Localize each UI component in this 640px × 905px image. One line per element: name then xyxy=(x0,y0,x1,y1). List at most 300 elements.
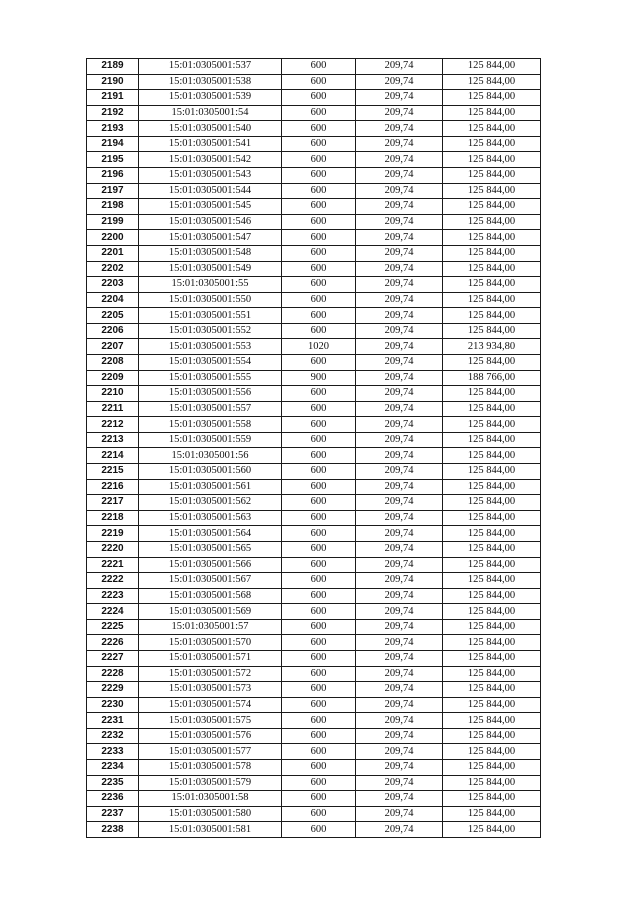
table-row xyxy=(87,245,541,261)
value-cell: 125 844,00 xyxy=(443,495,541,511)
row-number-cell: 2234 xyxy=(87,760,139,776)
row-number-cell: 2235 xyxy=(87,775,139,791)
table-row xyxy=(87,183,541,199)
row-number-cell: 2211 xyxy=(87,401,139,417)
table-row xyxy=(87,277,541,293)
row-number-cell: 2236 xyxy=(87,791,139,807)
area-cell: 600 xyxy=(282,713,356,729)
cadastral-number-cell: 15:01:0305001:564 xyxy=(139,526,282,542)
row-number-cell: 2210 xyxy=(87,386,139,402)
table-row xyxy=(87,510,541,526)
cadastral-number-cell: 15:01:0305001:57 xyxy=(139,619,282,635)
value-cell: 125 844,00 xyxy=(443,728,541,744)
cadastral-number-cell: 15:01:0305001:560 xyxy=(139,464,282,480)
row-number-cell: 2217 xyxy=(87,495,139,511)
cadastral-number-cell: 15:01:0305001:537 xyxy=(139,59,282,75)
table-row xyxy=(87,199,541,215)
value-cell: 125 844,00 xyxy=(443,697,541,713)
value-cell: 125 844,00 xyxy=(443,277,541,293)
area-cell: 600 xyxy=(282,105,356,121)
rate-cell: 209,74 xyxy=(356,401,443,417)
area-cell: 900 xyxy=(282,370,356,386)
value-cell: 125 844,00 xyxy=(443,152,541,168)
value-cell: 125 844,00 xyxy=(443,432,541,448)
table-row xyxy=(87,588,541,604)
rate-cell: 209,74 xyxy=(356,448,443,464)
area-cell: 600 xyxy=(282,650,356,666)
cadastral-number-cell: 15:01:0305001:548 xyxy=(139,245,282,261)
value-cell: 125 844,00 xyxy=(443,245,541,261)
table-row xyxy=(87,495,541,511)
rate-cell: 209,74 xyxy=(356,557,443,573)
area-cell: 600 xyxy=(282,74,356,90)
table-row xyxy=(87,230,541,246)
rate-cell: 209,74 xyxy=(356,136,443,152)
rate-cell: 209,74 xyxy=(356,495,443,511)
cadastral-number-cell: 15:01:0305001:568 xyxy=(139,588,282,604)
rate-cell: 209,74 xyxy=(356,417,443,433)
area-cell: 600 xyxy=(282,168,356,184)
value-cell: 125 844,00 xyxy=(443,386,541,402)
row-number-cell: 2213 xyxy=(87,432,139,448)
table-row xyxy=(87,744,541,760)
rate-cell: 209,74 xyxy=(356,635,443,651)
rate-cell: 209,74 xyxy=(356,760,443,776)
value-cell: 125 844,00 xyxy=(443,292,541,308)
rate-cell: 209,74 xyxy=(356,277,443,293)
row-number-cell: 2238 xyxy=(87,822,139,838)
table-row xyxy=(87,74,541,90)
table-row xyxy=(87,604,541,620)
area-cell: 600 xyxy=(282,417,356,433)
value-cell: 125 844,00 xyxy=(443,619,541,635)
cadastral-number-cell: 15:01:0305001:541 xyxy=(139,136,282,152)
value-cell: 125 844,00 xyxy=(443,230,541,246)
cadastral-number-cell: 15:01:0305001:572 xyxy=(139,666,282,682)
table-row xyxy=(87,682,541,698)
cadastral-number-cell: 15:01:0305001:561 xyxy=(139,479,282,495)
area-cell: 600 xyxy=(282,682,356,698)
table-row xyxy=(87,728,541,744)
area-cell: 600 xyxy=(282,199,356,215)
table-row xyxy=(87,323,541,339)
land-plots-table xyxy=(86,58,541,838)
row-number-cell: 2198 xyxy=(87,199,139,215)
row-number-cell: 2233 xyxy=(87,744,139,760)
rate-cell: 209,74 xyxy=(356,526,443,542)
cadastral-number-cell: 15:01:0305001:552 xyxy=(139,323,282,339)
area-cell: 600 xyxy=(282,697,356,713)
rate-cell: 209,74 xyxy=(356,152,443,168)
cadastral-number-cell: 15:01:0305001:578 xyxy=(139,760,282,776)
rate-cell: 209,74 xyxy=(356,245,443,261)
rate-cell: 209,74 xyxy=(356,573,443,589)
cadastral-number-cell: 15:01:0305001:554 xyxy=(139,354,282,370)
value-cell: 125 844,00 xyxy=(443,822,541,838)
rate-cell: 209,74 xyxy=(356,168,443,184)
value-cell: 125 844,00 xyxy=(443,713,541,729)
table-row xyxy=(87,370,541,386)
table-row xyxy=(87,464,541,480)
area-cell: 600 xyxy=(282,183,356,199)
row-number-cell: 2203 xyxy=(87,277,139,293)
value-cell: 125 844,00 xyxy=(443,760,541,776)
row-number-cell: 2232 xyxy=(87,728,139,744)
value-cell: 125 844,00 xyxy=(443,90,541,106)
table-row xyxy=(87,105,541,121)
rate-cell: 209,74 xyxy=(356,105,443,121)
table-row xyxy=(87,526,541,542)
row-number-cell: 2219 xyxy=(87,526,139,542)
table-row xyxy=(87,791,541,807)
row-number-cell: 2226 xyxy=(87,635,139,651)
cadastral-number-cell: 15:01:0305001:576 xyxy=(139,728,282,744)
value-cell: 125 844,00 xyxy=(443,541,541,557)
rate-cell: 209,74 xyxy=(356,90,443,106)
area-cell: 1020 xyxy=(282,339,356,355)
table-row xyxy=(87,806,541,822)
row-number-cell: 2225 xyxy=(87,619,139,635)
table-row xyxy=(87,775,541,791)
area-cell: 600 xyxy=(282,760,356,776)
area-cell: 600 xyxy=(282,744,356,760)
cadastral-number-cell: 15:01:0305001:551 xyxy=(139,308,282,324)
table-row xyxy=(87,214,541,230)
table-row xyxy=(87,697,541,713)
area-cell: 600 xyxy=(282,292,356,308)
area-cell: 600 xyxy=(282,479,356,495)
row-number-cell: 2200 xyxy=(87,230,139,246)
row-number-cell: 2191 xyxy=(87,90,139,106)
area-cell: 600 xyxy=(282,214,356,230)
rate-cell: 209,74 xyxy=(356,666,443,682)
area-cell: 600 xyxy=(282,806,356,822)
value-cell: 125 844,00 xyxy=(443,183,541,199)
table-row xyxy=(87,479,541,495)
area-cell: 600 xyxy=(282,573,356,589)
cadastral-number-cell: 15:01:0305001:542 xyxy=(139,152,282,168)
area-cell: 600 xyxy=(282,386,356,402)
cadastral-number-cell: 15:01:0305001:549 xyxy=(139,261,282,277)
rate-cell: 209,74 xyxy=(356,370,443,386)
value-cell: 125 844,00 xyxy=(443,479,541,495)
area-cell: 600 xyxy=(282,432,356,448)
value-cell: 125 844,00 xyxy=(443,635,541,651)
rate-cell: 209,74 xyxy=(356,292,443,308)
value-cell: 125 844,00 xyxy=(443,261,541,277)
value-cell: 125 844,00 xyxy=(443,308,541,324)
value-cell: 125 844,00 xyxy=(443,806,541,822)
row-number-cell: 2202 xyxy=(87,261,139,277)
rate-cell: 209,74 xyxy=(356,682,443,698)
rate-cell: 209,74 xyxy=(356,650,443,666)
area-cell: 600 xyxy=(282,464,356,480)
cadastral-number-cell: 15:01:0305001:56 xyxy=(139,448,282,464)
cadastral-number-cell: 15:01:0305001:555 xyxy=(139,370,282,386)
cadastral-number-cell: 15:01:0305001:544 xyxy=(139,183,282,199)
cadastral-number-cell: 15:01:0305001:580 xyxy=(139,806,282,822)
rate-cell: 209,74 xyxy=(356,261,443,277)
area-cell: 600 xyxy=(282,728,356,744)
table-row xyxy=(87,152,541,168)
row-number-cell: 2192 xyxy=(87,105,139,121)
rate-cell: 209,74 xyxy=(356,588,443,604)
value-cell: 125 844,00 xyxy=(443,526,541,542)
cadastral-number-cell: 15:01:0305001:54 xyxy=(139,105,282,121)
table-row xyxy=(87,386,541,402)
row-number-cell: 2209 xyxy=(87,370,139,386)
row-number-cell: 2212 xyxy=(87,417,139,433)
cadastral-number-cell: 15:01:0305001:546 xyxy=(139,214,282,230)
cadastral-number-cell: 15:01:0305001:575 xyxy=(139,713,282,729)
row-number-cell: 2224 xyxy=(87,604,139,620)
table-row xyxy=(87,557,541,573)
value-cell: 125 844,00 xyxy=(443,557,541,573)
cadastral-number-cell: 15:01:0305001:565 xyxy=(139,541,282,557)
value-cell: 125 844,00 xyxy=(443,105,541,121)
row-number-cell: 2221 xyxy=(87,557,139,573)
area-cell: 600 xyxy=(282,323,356,339)
area-cell: 600 xyxy=(282,588,356,604)
area-cell: 600 xyxy=(282,277,356,293)
value-cell: 125 844,00 xyxy=(443,650,541,666)
value-cell: 125 844,00 xyxy=(443,604,541,620)
value-cell: 125 844,00 xyxy=(443,168,541,184)
area-cell: 600 xyxy=(282,152,356,168)
area-cell: 600 xyxy=(282,495,356,511)
area-cell: 600 xyxy=(282,510,356,526)
rate-cell: 209,74 xyxy=(356,464,443,480)
value-cell: 213 934,80 xyxy=(443,339,541,355)
rate-cell: 209,74 xyxy=(356,775,443,791)
row-number-cell: 2227 xyxy=(87,650,139,666)
rate-cell: 209,74 xyxy=(356,386,443,402)
rate-cell: 209,74 xyxy=(356,822,443,838)
row-number-cell: 2199 xyxy=(87,214,139,230)
row-number-cell: 2229 xyxy=(87,682,139,698)
table-row xyxy=(87,573,541,589)
row-number-cell: 2231 xyxy=(87,713,139,729)
rate-cell: 209,74 xyxy=(356,230,443,246)
row-number-cell: 2228 xyxy=(87,666,139,682)
cadastral-number-cell: 15:01:0305001:563 xyxy=(139,510,282,526)
rate-cell: 209,74 xyxy=(356,214,443,230)
table-row xyxy=(87,339,541,355)
value-cell: 125 844,00 xyxy=(443,136,541,152)
rate-cell: 209,74 xyxy=(356,308,443,324)
cadastral-number-cell: 15:01:0305001:557 xyxy=(139,401,282,417)
table-row xyxy=(87,417,541,433)
row-number-cell: 2190 xyxy=(87,74,139,90)
value-cell: 125 844,00 xyxy=(443,682,541,698)
table-row xyxy=(87,822,541,838)
row-number-cell: 2194 xyxy=(87,136,139,152)
cadastral-number-cell: 15:01:0305001:570 xyxy=(139,635,282,651)
row-number-cell: 2197 xyxy=(87,183,139,199)
row-number-cell: 2220 xyxy=(87,541,139,557)
cadastral-number-cell: 15:01:0305001:539 xyxy=(139,90,282,106)
table-row xyxy=(87,168,541,184)
area-cell: 600 xyxy=(282,541,356,557)
cadastral-number-cell: 15:01:0305001:543 xyxy=(139,168,282,184)
table-row xyxy=(87,136,541,152)
row-number-cell: 2208 xyxy=(87,354,139,370)
rate-cell: 209,74 xyxy=(356,744,443,760)
table-row xyxy=(87,90,541,106)
row-number-cell: 2222 xyxy=(87,573,139,589)
area-cell: 600 xyxy=(282,635,356,651)
rate-cell: 209,74 xyxy=(356,806,443,822)
value-cell: 125 844,00 xyxy=(443,354,541,370)
value-cell: 125 844,00 xyxy=(443,775,541,791)
rate-cell: 209,74 xyxy=(356,604,443,620)
value-cell: 125 844,00 xyxy=(443,588,541,604)
row-number-cell: 2230 xyxy=(87,697,139,713)
area-cell: 600 xyxy=(282,59,356,75)
table-row xyxy=(87,713,541,729)
table-row xyxy=(87,308,541,324)
area-cell: 600 xyxy=(282,121,356,137)
value-cell: 125 844,00 xyxy=(443,448,541,464)
area-cell: 600 xyxy=(282,261,356,277)
rate-cell: 209,74 xyxy=(356,199,443,215)
cadastral-number-cell: 15:01:0305001:573 xyxy=(139,682,282,698)
table-row xyxy=(87,635,541,651)
rate-cell: 209,74 xyxy=(356,541,443,557)
cadastral-number-cell: 15:01:0305001:579 xyxy=(139,775,282,791)
cadastral-number-cell: 15:01:0305001:562 xyxy=(139,495,282,511)
value-cell: 125 844,00 xyxy=(443,199,541,215)
row-number-cell: 2196 xyxy=(87,168,139,184)
area-cell: 600 xyxy=(282,619,356,635)
table-row xyxy=(87,541,541,557)
cadastral-number-cell: 15:01:0305001:553 xyxy=(139,339,282,355)
row-number-cell: 2189 xyxy=(87,59,139,75)
row-number-cell: 2216 xyxy=(87,479,139,495)
row-number-cell: 2207 xyxy=(87,339,139,355)
row-number-cell: 2223 xyxy=(87,588,139,604)
table-row xyxy=(87,401,541,417)
value-cell: 125 844,00 xyxy=(443,417,541,433)
rate-cell: 209,74 xyxy=(356,697,443,713)
area-cell: 600 xyxy=(282,448,356,464)
cadastral-number-cell: 15:01:0305001:574 xyxy=(139,697,282,713)
cadastral-number-cell: 15:01:0305001:545 xyxy=(139,199,282,215)
value-cell: 125 844,00 xyxy=(443,666,541,682)
value-cell: 125 844,00 xyxy=(443,401,541,417)
value-cell: 125 844,00 xyxy=(443,214,541,230)
cadastral-number-cell: 15:01:0305001:556 xyxy=(139,386,282,402)
value-cell: 125 844,00 xyxy=(443,323,541,339)
cadastral-number-cell: 15:01:0305001:577 xyxy=(139,744,282,760)
area-cell: 600 xyxy=(282,666,356,682)
cadastral-number-cell: 15:01:0305001:58 xyxy=(139,791,282,807)
value-cell: 188 766,00 xyxy=(443,370,541,386)
table-row xyxy=(87,448,541,464)
table-row xyxy=(87,59,541,75)
area-cell: 600 xyxy=(282,526,356,542)
area-cell: 600 xyxy=(282,245,356,261)
table-row xyxy=(87,650,541,666)
row-number-cell: 2205 xyxy=(87,308,139,324)
value-cell: 125 844,00 xyxy=(443,573,541,589)
area-cell: 600 xyxy=(282,791,356,807)
row-number-cell: 2237 xyxy=(87,806,139,822)
rate-cell: 209,74 xyxy=(356,354,443,370)
value-cell: 125 844,00 xyxy=(443,791,541,807)
area-cell: 600 xyxy=(282,822,356,838)
rate-cell: 209,74 xyxy=(356,619,443,635)
value-cell: 125 844,00 xyxy=(443,464,541,480)
area-cell: 600 xyxy=(282,604,356,620)
cadastral-number-cell: 15:01:0305001:550 xyxy=(139,292,282,308)
area-cell: 600 xyxy=(282,308,356,324)
cadastral-number-cell: 15:01:0305001:566 xyxy=(139,557,282,573)
value-cell: 125 844,00 xyxy=(443,510,541,526)
area-cell: 600 xyxy=(282,401,356,417)
area-cell: 600 xyxy=(282,775,356,791)
table-row xyxy=(87,261,541,277)
rate-cell: 209,74 xyxy=(356,339,443,355)
table-row xyxy=(87,354,541,370)
rate-cell: 209,74 xyxy=(356,183,443,199)
value-cell: 125 844,00 xyxy=(443,59,541,75)
row-number-cell: 2193 xyxy=(87,121,139,137)
rate-cell: 209,74 xyxy=(356,728,443,744)
cadastral-number-cell: 15:01:0305001:559 xyxy=(139,432,282,448)
area-cell: 600 xyxy=(282,354,356,370)
rate-cell: 209,74 xyxy=(356,479,443,495)
cadastral-number-cell: 15:01:0305001:538 xyxy=(139,74,282,90)
value-cell: 125 844,00 xyxy=(443,744,541,760)
rate-cell: 209,74 xyxy=(356,791,443,807)
cadastral-number-cell: 15:01:0305001:581 xyxy=(139,822,282,838)
table-body xyxy=(87,59,541,838)
cadastral-number-cell: 15:01:0305001:558 xyxy=(139,417,282,433)
row-number-cell: 2204 xyxy=(87,292,139,308)
cadastral-number-cell: 15:01:0305001:567 xyxy=(139,573,282,589)
area-cell: 600 xyxy=(282,557,356,573)
cadastral-number-cell: 15:01:0305001:547 xyxy=(139,230,282,246)
table-row xyxy=(87,292,541,308)
area-cell: 600 xyxy=(282,90,356,106)
table-row xyxy=(87,760,541,776)
row-number-cell: 2214 xyxy=(87,448,139,464)
cadastral-number-cell: 15:01:0305001:569 xyxy=(139,604,282,620)
area-cell: 600 xyxy=(282,136,356,152)
table-row xyxy=(87,619,541,635)
row-number-cell: 2195 xyxy=(87,152,139,168)
row-number-cell: 2201 xyxy=(87,245,139,261)
cadastral-number-cell: 15:01:0305001:540 xyxy=(139,121,282,137)
cadastral-number-cell: 15:01:0305001:55 xyxy=(139,277,282,293)
rate-cell: 209,74 xyxy=(356,432,443,448)
table-row xyxy=(87,666,541,682)
table-row xyxy=(87,432,541,448)
rate-cell: 209,74 xyxy=(356,59,443,75)
value-cell: 125 844,00 xyxy=(443,74,541,90)
rate-cell: 209,74 xyxy=(356,323,443,339)
cadastral-number-cell: 15:01:0305001:571 xyxy=(139,650,282,666)
area-cell: 600 xyxy=(282,230,356,246)
rate-cell: 209,74 xyxy=(356,121,443,137)
value-cell: 125 844,00 xyxy=(443,121,541,137)
row-number-cell: 2218 xyxy=(87,510,139,526)
rate-cell: 209,74 xyxy=(356,74,443,90)
row-number-cell: 2206 xyxy=(87,323,139,339)
rate-cell: 209,74 xyxy=(356,713,443,729)
table-row xyxy=(87,121,541,137)
